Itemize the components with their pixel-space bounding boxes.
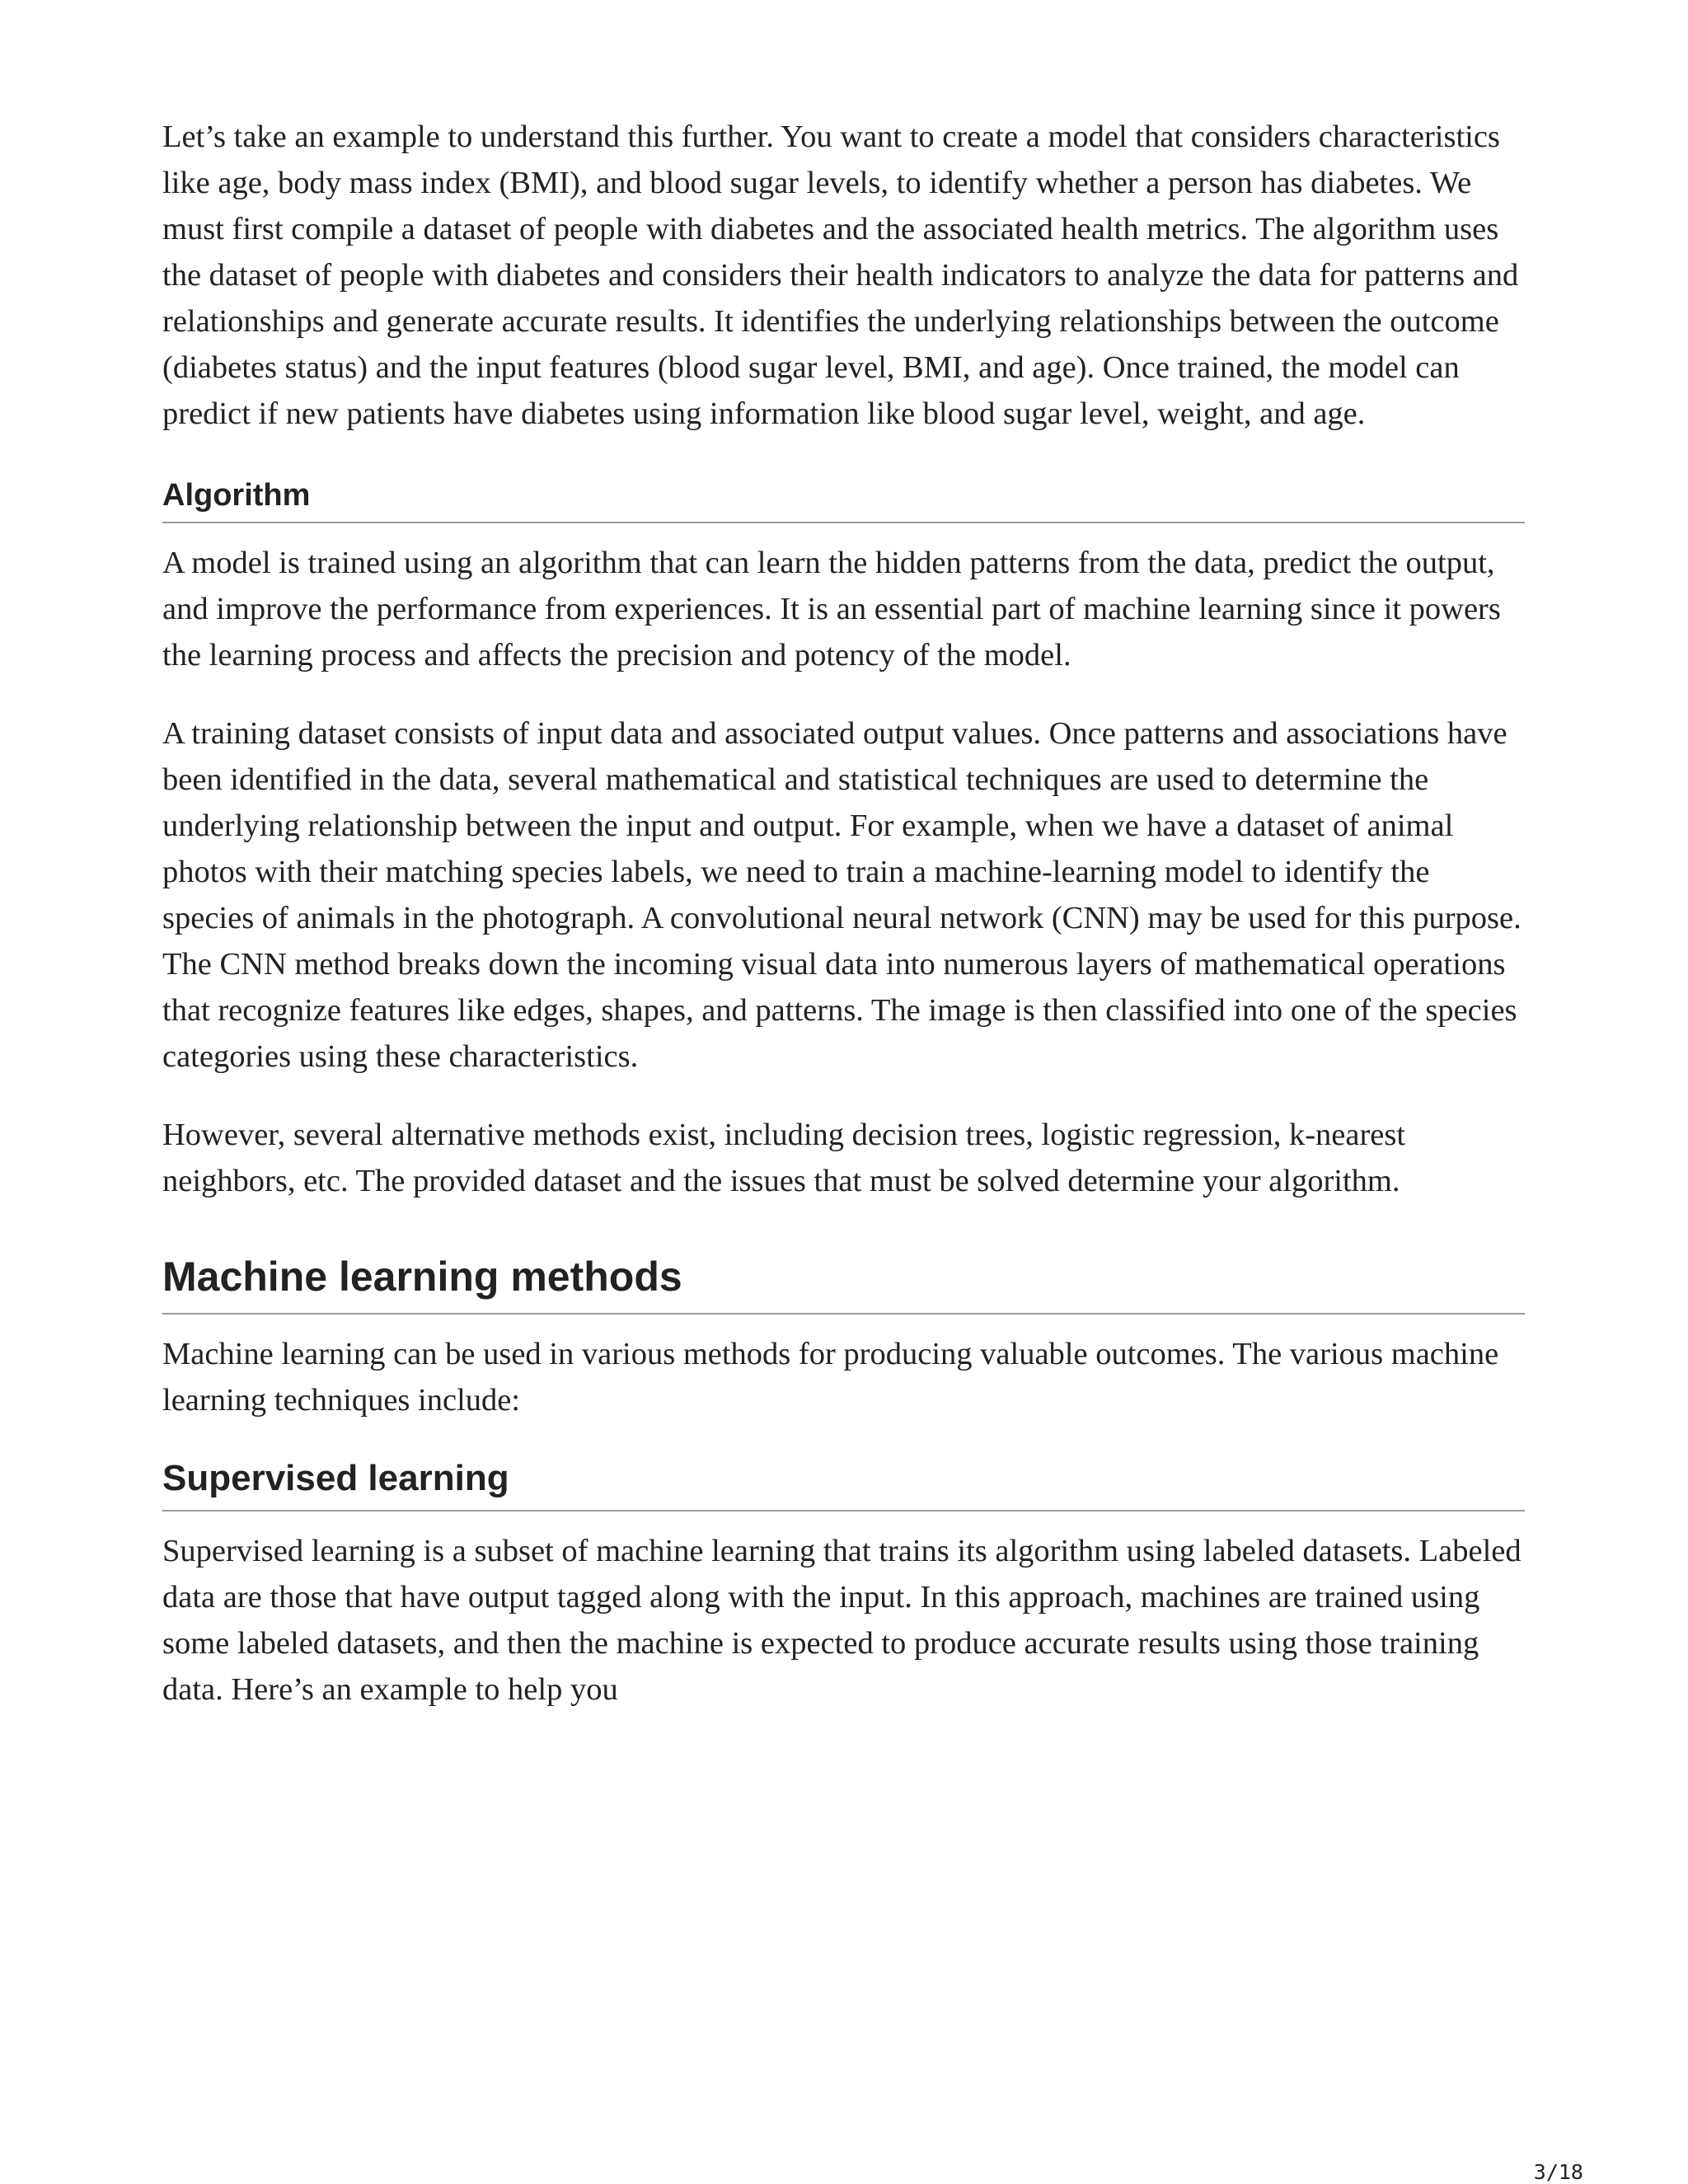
supervised-heading: Supervised learning — [162, 1457, 1525, 1511]
page-number: 3/18 — [1533, 2160, 1583, 2184]
algorithm-paragraph-1: A model is trained using an algorithm that can learn the hidden patterns from the data, predict the output, and improve the performance from experiences. It is an essential part of machine learning since it powers the learning process and affects the precision and potency of the model. — [162, 546, 1501, 673]
algorithm-paragraph-2: A training dataset consists of input data and associated output values. Once patterns and associations have been identified in the data, several mathematical and statistical techniques are used to determine the underlying relationship between the input and output. For example, when we have a dataset of animal photos with their matching species labels, we need to train a machine-learning model to identify the species of animals in the photograph. A convolutional neural network (CNN) may be used for this purpose. The CNN method breaks down the incoming visual data into numerous layers of mathematical operations that recognize features like edges, shapes, and patterns. The image is then classified into one of the species categories using these characteristics. — [162, 716, 1522, 1074]
intro-paragraph: Let’s take an example to understand this further. You want to create a model that considers characteristics like age, body mass index (BMI), and blood sugar levels, to identify whether a person has diabetes. We must first compile a dataset of people with diabetes and the associated health metrics. The algorithm uses the dataset of people with diabetes and considers their health indicators to analyze the data for patterns and relationships and generate accurate results. It identifies the underlying relationships between the outcome (diabetes status) and the input features (blood sugar level, BMI, and age). Once trained, the model can predict if new patients have diabetes using information like blood sugar level, weight, and age. — [162, 120, 1519, 431]
methods-paragraph: Machine learning can be used in various methods for producing valuable outcomes. The various machine learning techniques include: — [162, 1337, 1499, 1418]
supervised-paragraph: Supervised learning is a subset of machine learning that trains its algorithm using labeled datasets. Labeled data are those that have output tagged along with the input. In this approach, machines are trained using some labeled datasets, and then the machine is expected to produce accurate results using those training data. Here’s an example to help you — [162, 1534, 1522, 1707]
article-content — [162, 114, 1525, 1745]
algorithm-heading: Algorithm — [162, 476, 1525, 523]
methods-heading: Machine learning methods — [162, 1252, 1525, 1315]
algorithm-paragraph-3: However, several alternative methods exist, including decision trees, logistic regression, k-nearest neighbors, etc. The provided dataset and the issues that must be solved determine your algorithm. — [162, 1118, 1406, 1198]
